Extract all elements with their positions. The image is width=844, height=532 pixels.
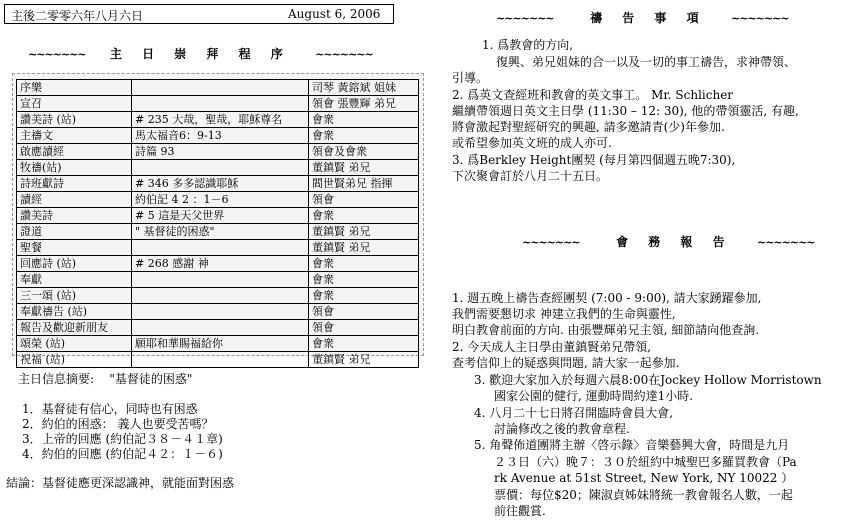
- sermon-conclusion: 結論：基督徒應更深認識神，就能面對困惑: [6, 476, 235, 490]
- program-row: [17, 352, 419, 368]
- announcement-line: 1. 週五晚上禱告查經團契 (7:00 - 9:00), 請大家踴躍參加,: [452, 291, 762, 305]
- program-content: [132, 352, 309, 368]
- announcement-line: rk Avenue at 51st Street, New York, NY 10022 ）: [494, 471, 794, 485]
- program-row: [17, 160, 419, 176]
- program-row: [17, 320, 419, 336]
- summary-label: 主日信息摘要:: [18, 372, 95, 386]
- announcement-line: 前往觀賞.: [494, 504, 546, 518]
- wave-ornament-right: ~~~~~~~: [756, 236, 815, 249]
- program-content: 詩篇 93: [132, 144, 309, 160]
- sermon-summary: [18, 372, 192, 387]
- announcements-heading: [522, 233, 815, 250]
- program-content: # 268 感謝 神: [132, 256, 309, 272]
- program-content: # 235 大哉，聖哉，耶穌尊名: [132, 112, 309, 128]
- program-item: 三一頌 (站): [17, 288, 132, 304]
- prayer-line: 1. 爲教會的方向,: [482, 38, 574, 52]
- program-item: 讚美詩: [17, 208, 132, 224]
- program-content: [132, 96, 309, 112]
- program-row: [17, 288, 419, 304]
- prayer-line: 復興、弟兄姐妹的合一以及一切的事工禱告，求神帶領、: [496, 55, 797, 69]
- announcement-line: 國家公園的健行, 運動時間約達1小時.: [494, 389, 694, 403]
- prayer-line: 3. 爲Berkley Height團契 (每月第四個週五晚7:30),: [452, 153, 736, 167]
- announcement-line: 4. 八月二十七日將召開臨時會員大會,: [474, 406, 674, 420]
- program-row: [17, 256, 419, 272]
- announcement-line: 明白教會前面的方向. 由張豐輝弟兄主領, 細節請向他查詢.: [452, 323, 760, 337]
- program-content: # 346 多多認識耶穌: [132, 176, 309, 192]
- announcement-line: ２３日（六）晚７：３０於紐約中城聖巴多羅買教會（Pa: [494, 455, 797, 469]
- worship-title: 主 日 崇 拜 程 序: [109, 47, 291, 61]
- wave-ornament-right: ~~~~~~~: [730, 12, 789, 25]
- announcement-line: 票價：每位$20；陳淑貞姊妹將統一教會報名人數，一起: [494, 488, 793, 502]
- wave-ornament-left: ~~~~~~~: [522, 236, 580, 249]
- worship-heading: [28, 45, 373, 62]
- program-item: 奉獻禱告 (站): [17, 304, 132, 320]
- prayer-line: 2. 爲英文查經班和教會的英文事工。 Mr. Schlicher: [452, 88, 734, 102]
- announcement-line: 2. 今天成人主日學由董鎮賢弟兄帶領,: [452, 340, 652, 354]
- program-person: 董鎮賢 弟兄: [309, 352, 419, 368]
- sermon-point: 1．基督徒有信心，同時也有困惑: [22, 402, 198, 416]
- program-row: [17, 96, 419, 112]
- worship-program-table: [16, 79, 419, 368]
- program-row: [17, 272, 419, 288]
- program-person: 董鎮賢 弟兄: [309, 224, 419, 240]
- program-person: 會衆: [309, 288, 419, 304]
- program-item: 主禱文: [17, 128, 132, 144]
- program-person: 會衆: [309, 272, 419, 288]
- program-row: [17, 304, 419, 320]
- chinese-date: 主後二零零六年八月六日: [11, 9, 144, 23]
- english-date: August 6, 2006: [288, 7, 381, 21]
- program-content: [132, 304, 309, 320]
- prayer-title: 禱 告 事 項: [590, 11, 707, 25]
- sermon-point: 4．約伯的回應 (約伯記４２：１－６): [22, 447, 223, 461]
- program-item: 頌榮 (站): [17, 336, 132, 352]
- program-row: [17, 128, 419, 144]
- program-row: [17, 336, 419, 352]
- announcement-line: 討論修改之後的教會章程.: [494, 422, 630, 436]
- program-person: 領會: [309, 304, 419, 320]
- program-content: [132, 272, 309, 288]
- announcement-line: 我們需要懇切求 神建立我們的生命與靈性,: [452, 307, 676, 321]
- program-person: 會衆: [309, 208, 419, 224]
- program-person: 會衆: [309, 336, 419, 352]
- date-box: [4, 4, 394, 24]
- program-content: # 5 這是天父世界: [132, 208, 309, 224]
- sermon-point: 3．上帝的回應 (約伯記３８－４１章): [22, 432, 223, 446]
- program-content: 願耶和華賜福給你: [132, 336, 309, 352]
- prayer-line: 引導。: [452, 71, 489, 85]
- program-person: 領會 張豐輝 弟兄: [309, 96, 419, 112]
- summary-title: "基督徒的困惑": [109, 372, 193, 386]
- program-person: 董鎮賢 弟兄: [309, 240, 419, 256]
- wave-ornament-left: ~~~~~~~: [28, 48, 86, 61]
- program-person: 司琴 黃鎔斌 姐妹: [309, 80, 419, 96]
- program-row: [17, 208, 419, 224]
- program-row: [17, 176, 419, 192]
- program-row: [17, 80, 419, 96]
- program-row: [17, 144, 419, 160]
- program-person: 董鎮賢 弟兄: [309, 160, 419, 176]
- program-person: 閻世賢弟兄 指揮: [309, 176, 419, 192]
- announcement-line: 3. 歡迎大家加入於每週六晨8:00在Jockey Hollow Morristown: [474, 373, 822, 387]
- program-row: [17, 224, 419, 240]
- program-item: 奉獻: [17, 272, 132, 288]
- announcement-line: 5. 角聲佈道團將主辦〈啓示錄〉音樂藝興大會，時間是九月: [474, 438, 790, 452]
- program-person: 會衆: [309, 256, 419, 272]
- program-content: " 基督徒的困惑": [132, 224, 309, 240]
- prayer-heading: [496, 9, 789, 26]
- program-row: [17, 240, 419, 256]
- wave-ornament-right: ~~~~~~~: [315, 48, 373, 61]
- wave-ornament-left: ~~~~~~~: [496, 12, 554, 25]
- program-content: [132, 288, 309, 304]
- prayer-line: 繼續帶領週日英文主日學 (11:30 – 12: 30), 他的帶領靈活, 有趣,: [452, 104, 799, 118]
- program-item: 祝福 (站): [17, 352, 132, 368]
- program-content: [132, 240, 309, 256]
- announcements-title: 會 務 報 告: [616, 235, 733, 249]
- program-content: [132, 160, 309, 176]
- sermon-point: 2．約伯的困惑： 義人也要受苦嗎？: [22, 417, 214, 431]
- program-person: 會衆: [309, 112, 419, 128]
- program-item: 宣召: [17, 96, 132, 112]
- program-content: 馬太福音6：9-13: [132, 128, 309, 144]
- program-item: 讀經: [17, 192, 132, 208]
- program-item: 牧禱(站): [17, 160, 132, 176]
- program-item: 報告及歡迎新朋友: [17, 320, 132, 336]
- program-item: 回應詩 (站): [17, 256, 132, 272]
- announcement-line: 查考信仰上的疑惑與問題, 請大家一起參加.: [452, 356, 680, 370]
- program-content: 約伯記 4 2 ：1－6: [132, 192, 309, 208]
- program-item: 證道: [17, 224, 132, 240]
- program-person: 領會: [309, 320, 419, 336]
- prayer-line: 將會激起對聖經研究的興趣, 請多邀請青(少)年參加.: [452, 120, 725, 134]
- program-content: [132, 80, 309, 96]
- program-item: 聖餐: [17, 240, 132, 256]
- program-content: [132, 320, 309, 336]
- program-item: 詩班獻詩: [17, 176, 132, 192]
- program-item: 序樂: [17, 80, 132, 96]
- program-row: [17, 112, 419, 128]
- program-person: 領會及會衆: [309, 144, 419, 160]
- program-row: [17, 192, 419, 208]
- prayer-line: 下次聚會訂於八月二十五日。: [452, 169, 609, 183]
- program-item: 啟應讀經: [17, 144, 132, 160]
- program-person: 領會: [309, 192, 419, 208]
- prayer-line: 或希望參加英文班的成人亦可.: [452, 136, 612, 150]
- program-person: 會衆: [309, 128, 419, 144]
- program-item: 讚美詩 (站): [17, 112, 132, 128]
